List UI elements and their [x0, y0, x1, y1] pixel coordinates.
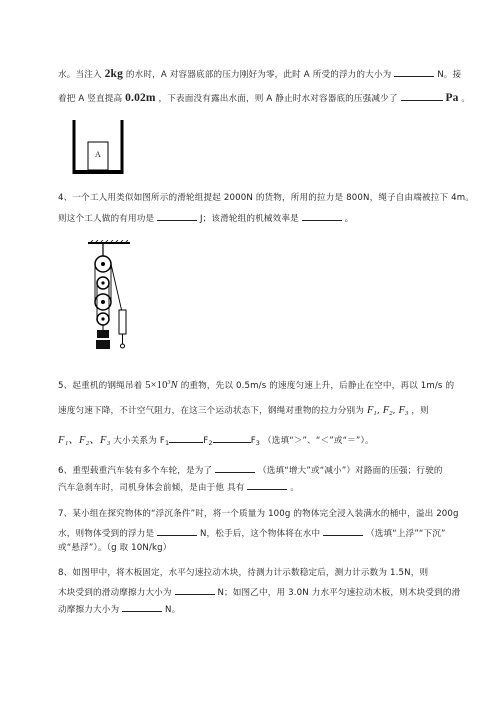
q7-line-1	[58, 508, 459, 520]
answer-blank[interactable]	[323, 525, 363, 536]
answer-blank[interactable]	[157, 525, 197, 536]
pulley-figure	[86, 240, 142, 352]
q7-text: （选填“上浮”“下沉”	[366, 529, 446, 539]
q4-text: 则这个工人做的有用功是	[58, 214, 155, 224]
q5-text: ，则	[411, 406, 429, 416]
q4-text: 。	[344, 214, 354, 224]
q3-text: 着把 A 竖直提高	[58, 94, 123, 104]
q5-text: （选填“＞”、“＜”或“＝”）。	[262, 436, 374, 446]
answer-blank[interactable]	[394, 66, 434, 77]
container-figure	[72, 120, 124, 176]
q5-forces: F₁、F₂、F₃	[58, 435, 111, 446]
q4-line-1	[58, 192, 474, 204]
q7-line-3	[58, 542, 172, 554]
q5-text: F	[203, 436, 209, 446]
answer-blank[interactable]	[215, 462, 255, 473]
answer-blank[interactable]	[175, 584, 215, 595]
q7-text: 或“悬浮”）。（g 取 10N/kg）	[58, 543, 172, 553]
q7-text: 水，则物体受到的浮力是	[58, 529, 155, 539]
q6-line-1	[58, 462, 443, 477]
q8-text: 8、如图甲中，将木板固定，水平匀速拉动木块，待测力计示数稳定后，测力计示数为 1.5N，则	[58, 568, 429, 578]
q5-text: 速度匀速下降，不计空气阻力，在这三个运动状态下，钢绳对重物的拉力分别为	[58, 406, 365, 416]
force-f1: $F_1$	[366, 405, 377, 417]
q5-text: F	[250, 436, 256, 446]
q3-text: 。	[461, 94, 471, 104]
q7-text: 7、某小组在探究物体的“浮沉条件”时，将一个质量为 100g 的物体完全浸入装满水的桶中，溢出 200g	[58, 509, 459, 519]
q5-text: 的重物，先以 0.5m/s 的速度匀速上升，后静止在空中，再以 1m/s 的	[180, 381, 455, 391]
q3-text: ，下表面没有露出水面，则 A 静止时水对容器底的压强减少了	[158, 94, 398, 104]
q4-line-2	[58, 210, 353, 225]
q8-line-2	[58, 584, 460, 599]
container-drawing	[72, 120, 124, 176]
q6-text: 汽车急刹车时，司机身体会前倾，是由于他	[58, 483, 225, 493]
q8-text: 动摩擦力大小为	[58, 605, 120, 615]
q3-line-2	[58, 90, 470, 105]
q6-line-2	[58, 479, 299, 494]
q3-mass: 2kg	[104, 68, 123, 80]
q5-text: 5、起重机的钢绳吊着	[58, 381, 143, 391]
answer-blank[interactable]	[157, 210, 197, 221]
q6-text: 具有	[227, 483, 245, 493]
q6-text: 6、重型载重汽车装有多个车轮，是为了	[58, 466, 213, 476]
answer-blank[interactable]	[169, 432, 203, 443]
q8-line-1	[58, 567, 428, 579]
q8-text: N。	[165, 605, 181, 615]
q8-text: N；如图乙中，用 3.0N 力水平匀速拉动木板，则木块受到的滑	[217, 588, 461, 598]
q3-line-1	[58, 66, 461, 81]
q3-text: N。接	[437, 70, 462, 80]
q5-line-1	[58, 377, 454, 392]
q3-unit: Pa	[445, 92, 459, 104]
q3-height: 0.02m	[125, 92, 156, 104]
q4-text: J；该滑轮组的机械效率是	[199, 214, 299, 224]
q3-text: 的水时，A 对容器底部的压力刚好为零，此时 A 所受的浮力的大小为	[125, 70, 392, 80]
q5-line-2: 速度匀速下降，不计空气阻力，在这三个运动状态下，钢绳对重物的拉力分别为 $F_1$, $F_2$, $F_3$ ，则	[58, 405, 429, 417]
answer-blank[interactable]	[122, 601, 162, 612]
q5-text: 大小关系为 F	[113, 436, 165, 446]
answer-blank[interactable]	[302, 210, 342, 221]
force-f2: $F_2$	[382, 405, 393, 417]
q4-text: 4、一个工人用类似如图所示的滑轮组提起 2000N 的货物，所用的拉力是 800N，绳子自由端被拉下 4m。	[58, 193, 475, 203]
q5-line-3: F₁、F₂、F₃ 大小关系为 $F_1$ $F_2$ $F_3$ （选填“＞”、“＜”或“＝”）。	[58, 432, 374, 449]
force-f3: $F_3$	[398, 405, 409, 417]
answer-blank[interactable]	[401, 90, 443, 101]
q6-text: 。	[290, 483, 300, 493]
pulley-drawing	[86, 240, 142, 352]
q3-text: 水。当注入	[58, 70, 102, 80]
q8-text: 木块受到的滑动摩擦力大小为	[58, 588, 172, 598]
q5-force: $5\times 10^3N$	[145, 380, 178, 391]
q7-text: N，松手后，这个物体将在水中	[199, 529, 321, 539]
q7-line-2	[58, 525, 446, 540]
answer-blank[interactable]	[213, 432, 251, 443]
block-label: A	[95, 150, 101, 159]
q6-text: （选填“增大”或“减小”）对路面的压强；行驶的	[258, 466, 443, 476]
answer-blank[interactable]	[247, 479, 287, 490]
q8-line-3	[58, 601, 180, 616]
